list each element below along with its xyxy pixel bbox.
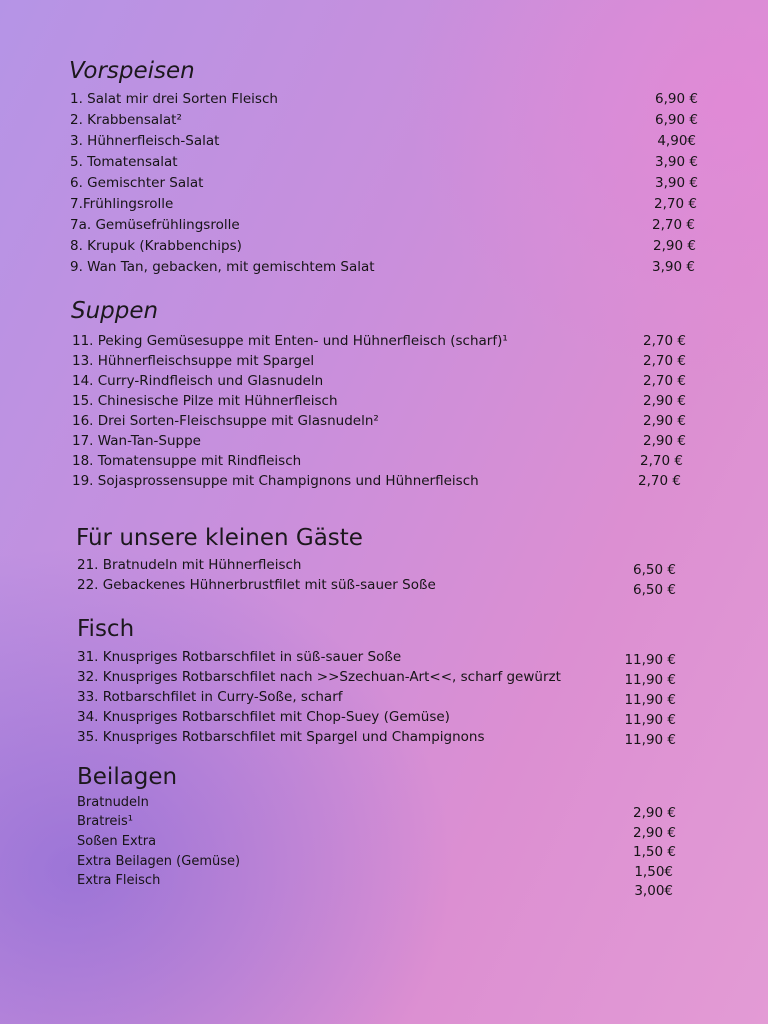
menu-item	[0, 708, 768, 728]
item-name: 16. Drei Sorten-Fleischsuppe mit Glasnudeln²	[72, 413, 379, 429]
menu-item	[0, 648, 768, 668]
item-price: 2,90 €	[643, 393, 686, 409]
menu-item	[0, 332, 768, 352]
section-title: Beilagen	[77, 764, 178, 790]
item-name: 17. Wan-Tan-Suppe	[72, 433, 201, 449]
item-price: 3,90 €	[652, 259, 695, 275]
item-name: 9. Wan Tan, gebacken, mit gemischtem Salat	[70, 259, 375, 275]
side-item: Bratreis¹	[77, 814, 133, 829]
item-name: 2. Krabbensalat²	[70, 112, 182, 128]
item-price: 2,70 €	[652, 217, 695, 233]
item-price: 3,90 €	[655, 154, 698, 170]
side-item: Soßen Extra	[77, 834, 157, 849]
item-name: 8. Krupuk (Krabbenchips)	[70, 238, 242, 254]
item-name: 11. Peking Gemüsesuppe mit Enten- und Hühnerfleisch (scharf)¹	[72, 333, 508, 349]
item-name: 7a. Gemüsefrühlingsrolle	[70, 217, 240, 233]
item-name: 19. Sojasprossensuppe mit Champignons und Hühnerfleisch	[72, 473, 479, 489]
item-price: 11,90 €	[624, 672, 676, 688]
item-price: 2,70 €	[640, 453, 683, 469]
menu-item	[0, 668, 768, 688]
item-price: 2,90 €	[643, 433, 686, 449]
item-name: 7.Frühlingsrolle	[70, 196, 174, 212]
side-item: Extra Fleisch	[77, 873, 161, 888]
menu-item	[0, 195, 768, 215]
menu-item	[0, 90, 768, 110]
item-price: 4,90€	[657, 133, 696, 149]
item-price: 6,90 €	[655, 112, 698, 128]
menu-item	[0, 132, 768, 152]
menu-item	[0, 576, 768, 596]
item-name: 21. Bratnudeln mit Hühnerfleisch	[77, 557, 302, 573]
section-title: Suppen	[71, 298, 159, 324]
menu-item	[0, 472, 768, 492]
item-name: 1. Salat mir drei Sorten Fleisch	[70, 91, 278, 107]
item-name: 5. Tomatensalat	[70, 154, 178, 170]
item-price: 11,90 €	[624, 652, 676, 668]
item-name: 18. Tomatensuppe mit Rindfleisch	[72, 453, 302, 469]
side-price: 1,50 €	[633, 844, 676, 860]
item-price: 2,70 €	[643, 373, 686, 389]
menu-item	[0, 237, 768, 257]
item-name: 14. Curry-Rindfleisch und Glasnudeln	[72, 373, 324, 389]
menu-item	[0, 258, 768, 278]
item-name: 3. Hühnerfleisch-Salat	[70, 133, 220, 149]
side-price: 2,90 €	[633, 805, 676, 821]
menu-item	[0, 392, 768, 412]
section-title: Vorspeisen	[69, 58, 195, 84]
item-price: 11,90 €	[624, 692, 676, 708]
menu-item	[0, 432, 768, 452]
item-price: 2,70 €	[638, 473, 681, 489]
item-name: 34. Knuspriges Rotbarschfilet mit Chop-Suey (Gemüse)	[77, 709, 450, 725]
item-name: 32. Knuspriges Rotbarschfilet nach >>Szechuan-Art<<, scharf gewürzt	[77, 669, 561, 685]
section-title: Für unsere kleinen Gäste	[76, 525, 363, 551]
item-price: 6,90 €	[655, 91, 698, 107]
item-price: 3,90 €	[655, 175, 698, 191]
section-title: Fisch	[77, 616, 135, 642]
item-name: 31. Knuspriges Rotbarschfilet in süß-sauer Soße	[77, 649, 402, 665]
menu-item	[0, 174, 768, 194]
item-price: 6,50 €	[633, 562, 676, 578]
item-name: 33. Rotbarschfilet in Curry-Soße, scharf	[77, 689, 343, 705]
side-item: Bratnudeln	[77, 795, 149, 810]
item-price: 2,70 €	[643, 333, 686, 349]
menu-item	[0, 111, 768, 131]
item-price: 2,70 €	[654, 196, 697, 212]
item-name: 15. Chinesische Pilze mit Hühnerfleisch	[72, 393, 338, 409]
item-price: 2,90 €	[643, 413, 686, 429]
side-price: 3,00€	[634, 883, 673, 899]
menu-item	[0, 412, 768, 432]
item-name: 6. Gemischter Salat	[70, 175, 204, 191]
menu-item	[0, 153, 768, 173]
item-price: 2,90 €	[653, 238, 696, 254]
item-price: 2,70 €	[643, 353, 686, 369]
side-price: 2,90 €	[633, 825, 676, 841]
item-name: 35. Knuspriges Rotbarschfilet mit Spargel und Champignons	[77, 729, 485, 745]
menu-item	[0, 728, 768, 748]
side-item: Extra Beilagen (Gemüse)	[77, 854, 241, 869]
menu-item	[0, 352, 768, 372]
menu-item	[0, 372, 768, 392]
item-name: 13. Hühnerfleischsuppe mit Spargel	[72, 353, 315, 369]
menu-item	[0, 452, 768, 472]
menu-item	[0, 688, 768, 708]
menu-item	[0, 216, 768, 236]
item-price: 6,50 €	[633, 582, 676, 598]
item-name: 22. Gebackenes Hühnerbrustfilet mit süß-sauer Soße	[77, 577, 436, 593]
item-price: 11,90 €	[624, 712, 676, 728]
item-price: 11,90 €	[624, 732, 676, 748]
menu-item	[0, 556, 768, 576]
side-price: 1,50€	[634, 864, 673, 880]
